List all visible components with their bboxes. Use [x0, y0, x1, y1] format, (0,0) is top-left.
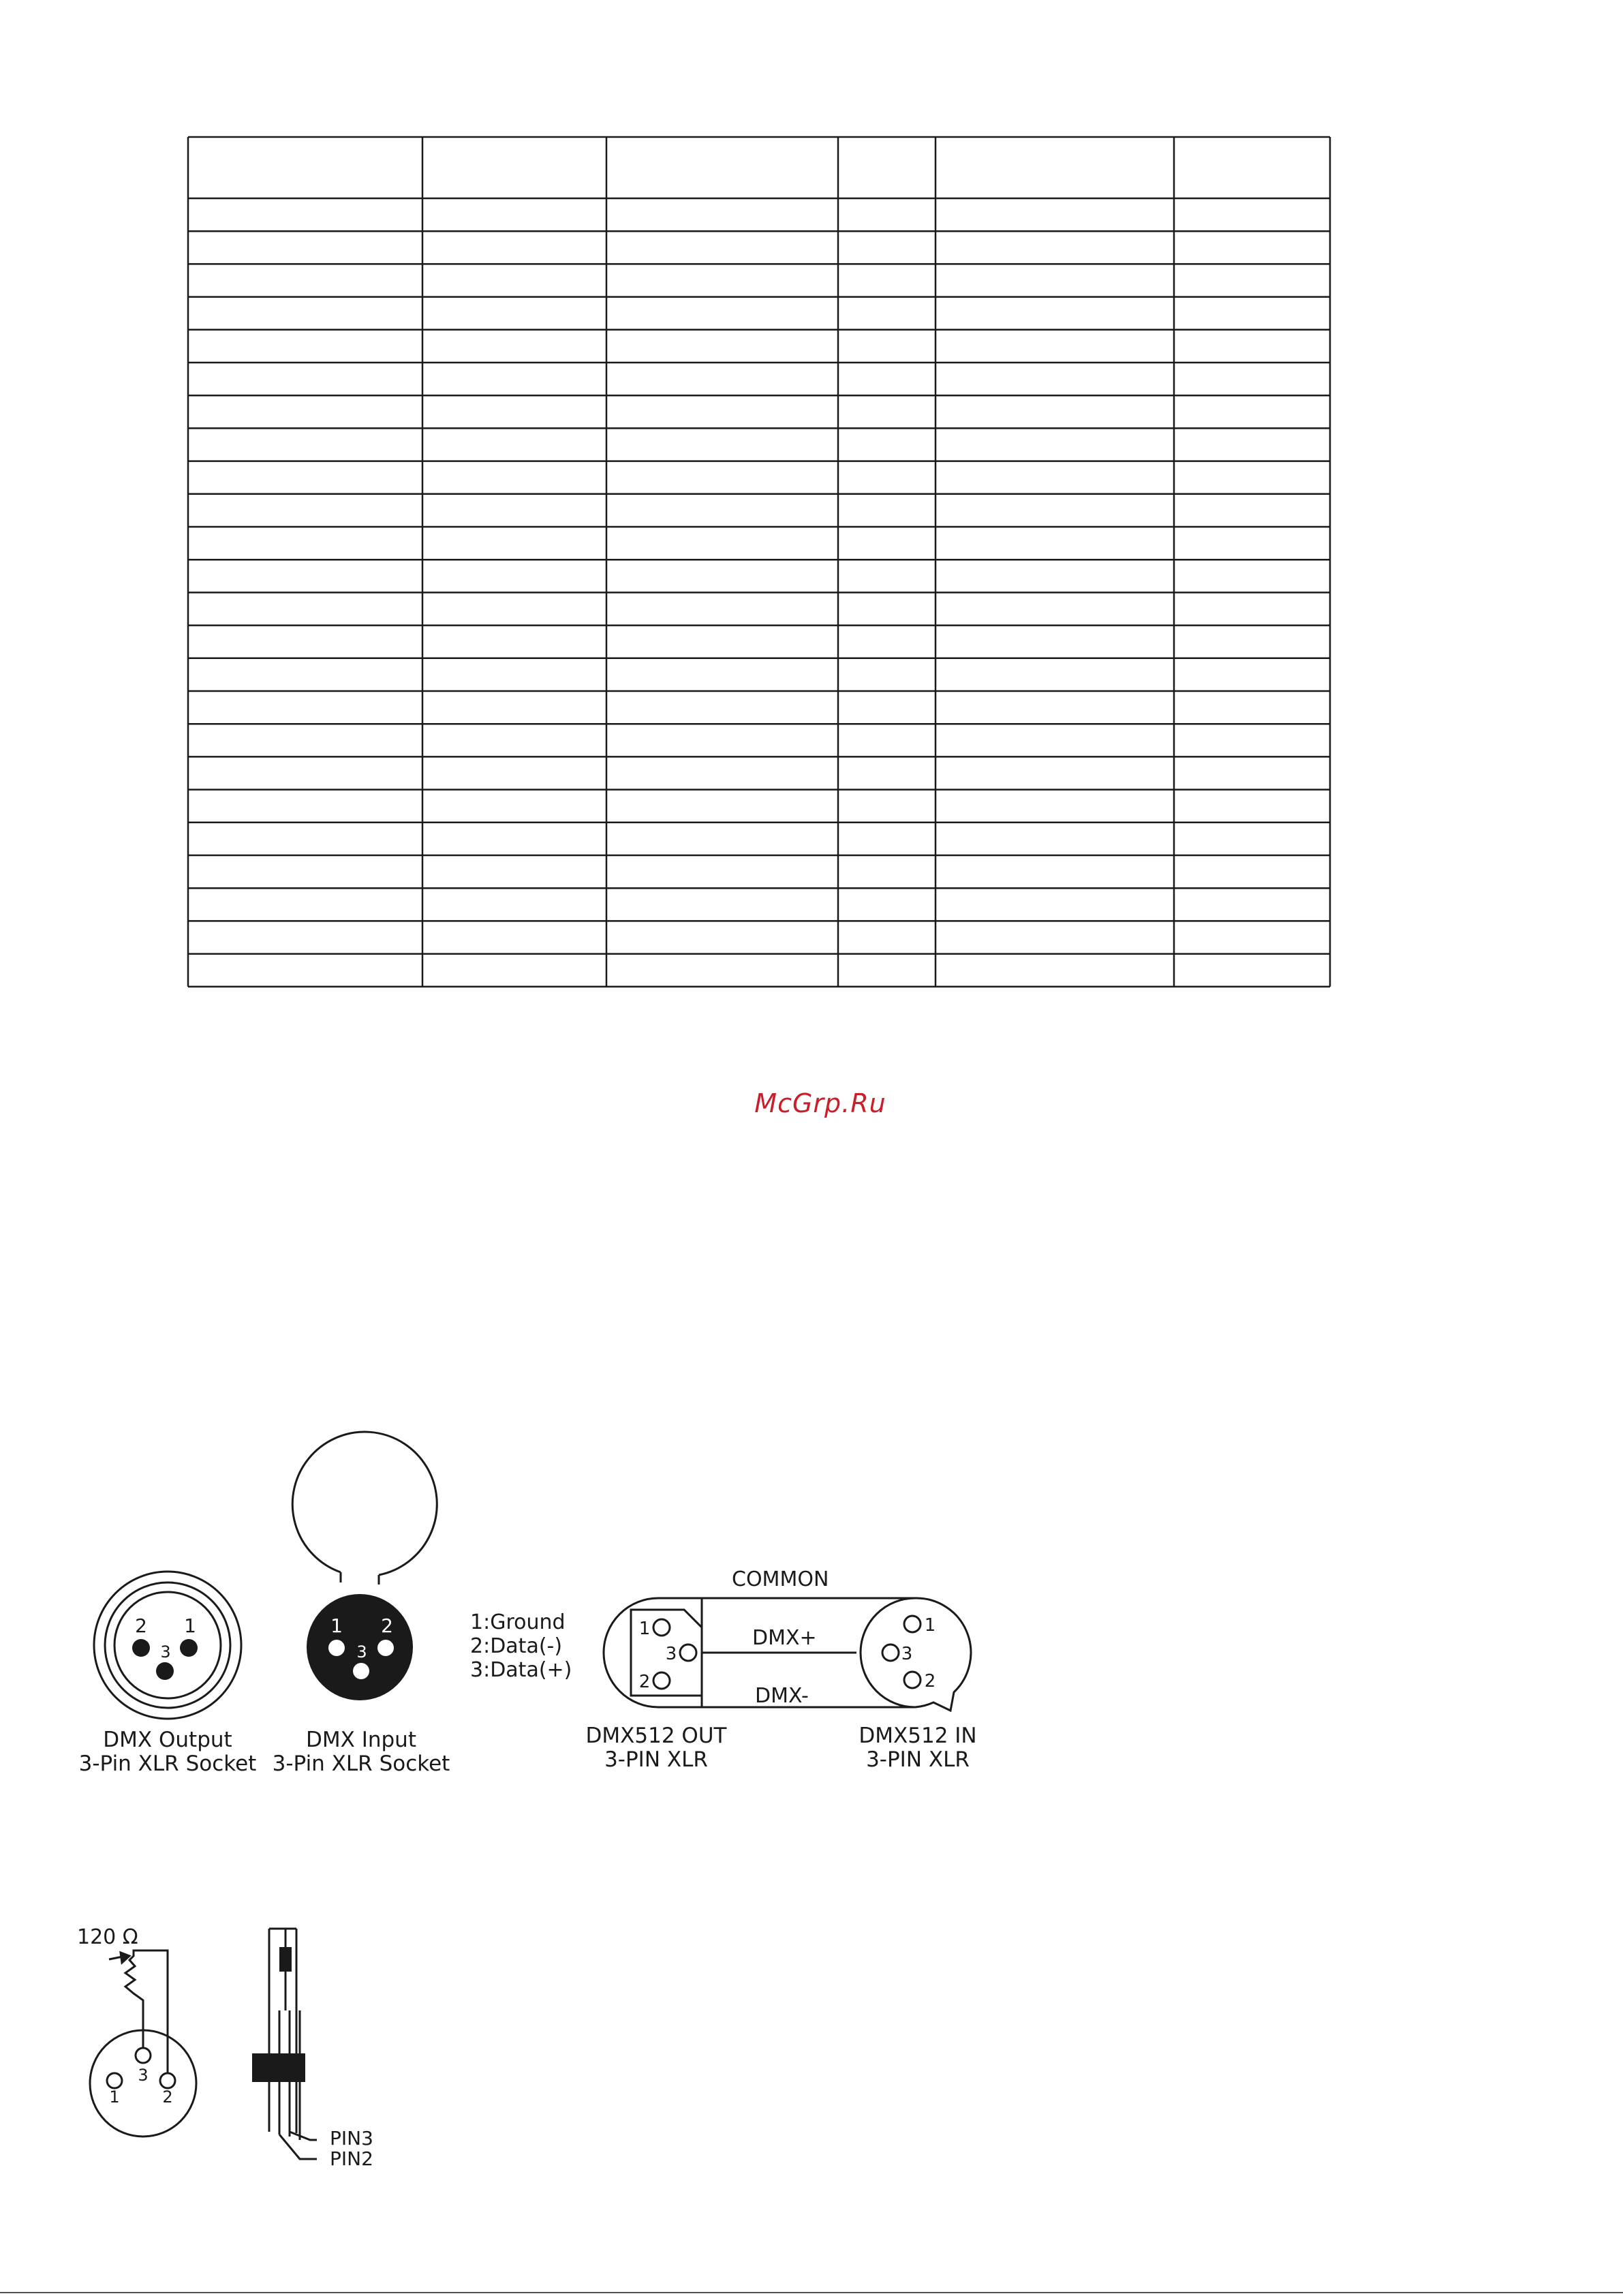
pin-label: 3 [356, 1642, 367, 1662]
xlr-input-caption: DMX Input 3-Pin XLR Socket [272, 1728, 450, 1776]
dmx512-out-caption: DMX512 OUT 3-PIN XLR [585, 1724, 727, 1772]
pin-2-dot [132, 1639, 150, 1657]
pin-label: 3 [138, 2066, 149, 2085]
pin-label: 2 [135, 1614, 147, 1637]
pin3-label: PIN3 [330, 2127, 373, 2149]
pin-label: 3 [665, 1644, 677, 1664]
pin-label: 2 [162, 2087, 173, 2107]
pin-label: 2 [381, 1614, 393, 1637]
pin-label: 2 [638, 1672, 651, 1692]
pin-label: 3 [160, 1642, 171, 1662]
watermark-text: McGrp.Ru [754, 1088, 886, 1118]
pin-2-dot [377, 1640, 394, 1656]
pin-label: 3 [901, 1644, 913, 1664]
xlr-output-caption: DMX Output 3-Pin XLR Socket [78, 1728, 257, 1776]
xlr-input-socket [292, 1432, 437, 1700]
pin-3-dot [353, 1663, 369, 1679]
dmx-minus-label: DMX- [755, 1684, 809, 1708]
pin-1-dot [180, 1639, 198, 1657]
dmx-plus-label: DMX+ [752, 1626, 817, 1650]
pin-3-dot [156, 1662, 174, 1680]
dmx512-in-caption: DMX512 IN 3-PIN XLR [859, 1724, 977, 1772]
pin-label: 1 [109, 2087, 120, 2107]
pin-3-hole [136, 2048, 151, 2063]
pin-1-hole [107, 2073, 122, 2088]
pin-label: 2 [924, 1671, 936, 1692]
terminator-plug [90, 1950, 196, 2137]
common-label: COMMON [732, 1567, 829, 1591]
pin-label: 1 [924, 1615, 936, 1636]
resistor-label: 120 Ω [77, 1925, 138, 1949]
pin-label: 1 [330, 1614, 343, 1637]
pin-2-hole [160, 2073, 175, 2088]
bottom-rule [0, 2292, 1623, 2293]
pin-label: 1 [638, 1619, 651, 1639]
pin-1-dot [328, 1640, 345, 1656]
pin2-label: PIN2 [330, 2147, 373, 2170]
xlr-output-socket [94, 1572, 241, 1719]
pin-label: 1 [184, 1614, 196, 1637]
pinout-legend: 1:Ground 2:Data(-) 3:Data(+) [470, 1610, 572, 1682]
terminator-wire [252, 1929, 317, 2159]
